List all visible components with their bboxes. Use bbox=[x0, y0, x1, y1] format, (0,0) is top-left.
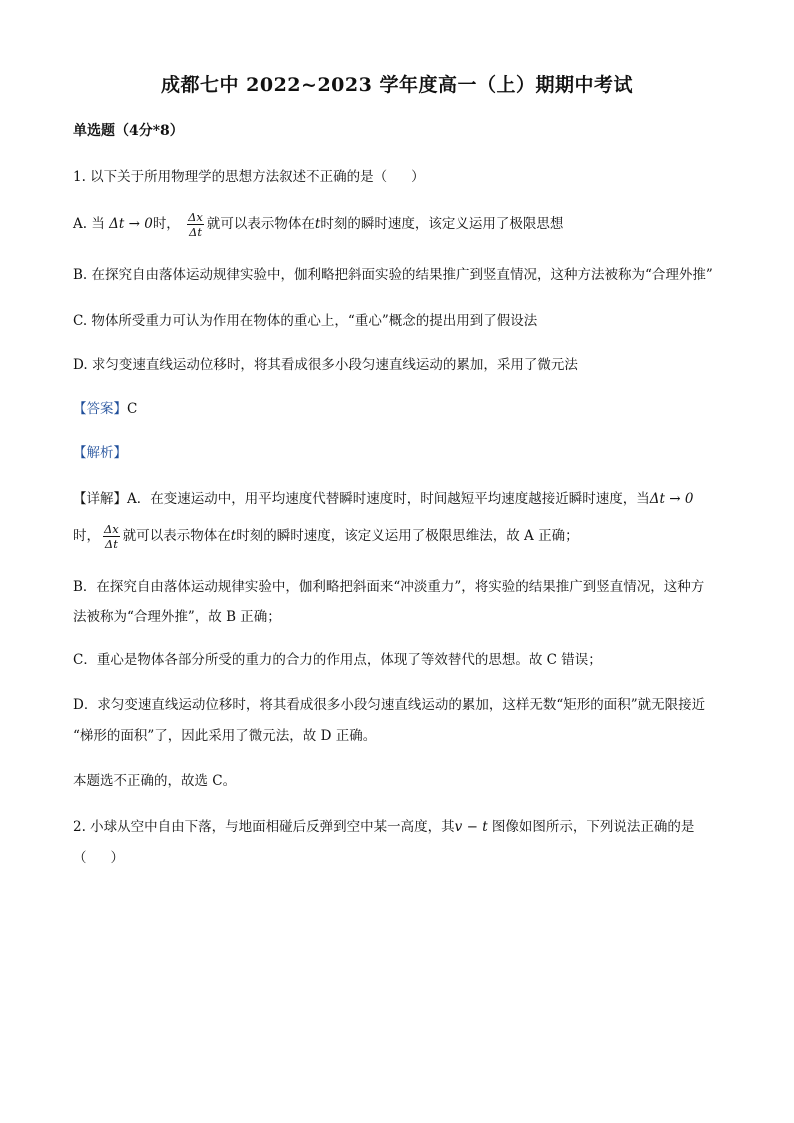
option-a bbox=[73, 210, 563, 239]
fraction-denominator: Δt bbox=[189, 225, 202, 239]
detail-d-line2: “梯形的面积”了，因此采用了微元法，故 D 正确。 bbox=[73, 728, 377, 744]
detail-a-condition: Δt → 0 bbox=[649, 491, 694, 507]
detail-a-line1 bbox=[73, 490, 693, 508]
question-2-suffix: 图像如图所示，下列说法正确的是 bbox=[491, 819, 695, 835]
fraction-numerator: Δx bbox=[188, 210, 203, 224]
detail-a-fraction bbox=[103, 522, 120, 551]
option-a-t: t bbox=[314, 216, 321, 232]
detail-a-line2 bbox=[73, 522, 579, 551]
question-2-open: （ bbox=[73, 850, 87, 866]
conclusion: 本题选不正确的，故选 C。 bbox=[73, 773, 237, 789]
question-1-stem-text: 1. 以下关于所用物理学的思想方法叙述不正确的是（ bbox=[73, 169, 388, 185]
question-2-bracket bbox=[73, 849, 124, 867]
question-1-stem bbox=[73, 168, 425, 186]
detail-a2-suffix2: 时刻的瞬时速度，该定义运用了极限思维法，故 A 正确； bbox=[236, 528, 579, 544]
answer-line bbox=[73, 400, 137, 418]
detail-b-line2: 法被称为“合理外推”，故 B 正确； bbox=[73, 609, 281, 625]
option-d: D. 求匀变速直线运动位移时，将其看成很多小段匀速直线运动的累加，采用了微元法 bbox=[73, 357, 578, 373]
page-title: 成都七中 2022~2023 学年度高一（上）期期中考试 bbox=[161, 74, 633, 96]
detail-b-line1: B．在探究自由落体运动规律实验中，伽利略把斜面来“冲淡重力”，将实验的结果推广到竖直情况，这种方 bbox=[73, 579, 705, 595]
option-b: B. 在探究自由落体运动规律实验中，伽利略把斜面实验的结果推广到竖直情况，这种方法被称为“合理外推” bbox=[73, 267, 713, 283]
analysis-label: 【解析】 bbox=[73, 445, 127, 461]
detail-label: 【详解】 bbox=[73, 491, 127, 507]
question-2-stem bbox=[73, 818, 694, 836]
option-a-prefix: A. 当 bbox=[73, 216, 105, 232]
question-1-stem-close: ） bbox=[411, 169, 425, 185]
answer-label: 【答案】 bbox=[73, 401, 127, 417]
option-a-condition: Δt → 0 bbox=[109, 216, 153, 232]
option-a-suffix1: 就可以表示物体在 bbox=[206, 216, 315, 232]
question-2-prefix: 2. 小球从空中自由下落，与地面相碰后反弹到空中某一高度，其 bbox=[73, 819, 455, 835]
option-a-suffix2: 时刻的瞬时速度，该定义运用了极限思想 bbox=[320, 216, 564, 232]
question-2-close: ） bbox=[110, 850, 124, 866]
option-a-mid: 时， bbox=[152, 216, 180, 232]
answer-value: C bbox=[127, 401, 138, 417]
detail-a2-prefix: 时， bbox=[73, 528, 100, 544]
fraction-denominator: Δt bbox=[104, 537, 118, 551]
detail-a2-suffix1: 就可以表示物体在 bbox=[122, 528, 231, 544]
detail-a-text: A．在变速运动中，用平均速度代替瞬时速度时，时间越短平均速度越接近瞬时速度，当 bbox=[127, 491, 650, 507]
detail-c: C．重心是物体各部分所受的重力的合力的作用点，体现了等效替代的思想。故 C 错误； bbox=[73, 652, 602, 668]
fraction-numerator: Δx bbox=[104, 522, 119, 536]
option-a-fraction bbox=[187, 210, 204, 239]
section-heading: 单选题（4分*8） bbox=[73, 123, 184, 139]
detail-d-line1: D．求匀变速直线运动位移时，将其看成很多小段匀速直线运动的累加，这样无数“矩形的面积”就无限接近 bbox=[73, 697, 706, 713]
option-c: C. 物体所受重力可认为作用在物体的重心上，“重心”概念的提出用到了假设法 bbox=[73, 313, 538, 329]
detail-a2-t: t bbox=[230, 528, 237, 544]
question-2-math: v − t bbox=[454, 819, 488, 835]
